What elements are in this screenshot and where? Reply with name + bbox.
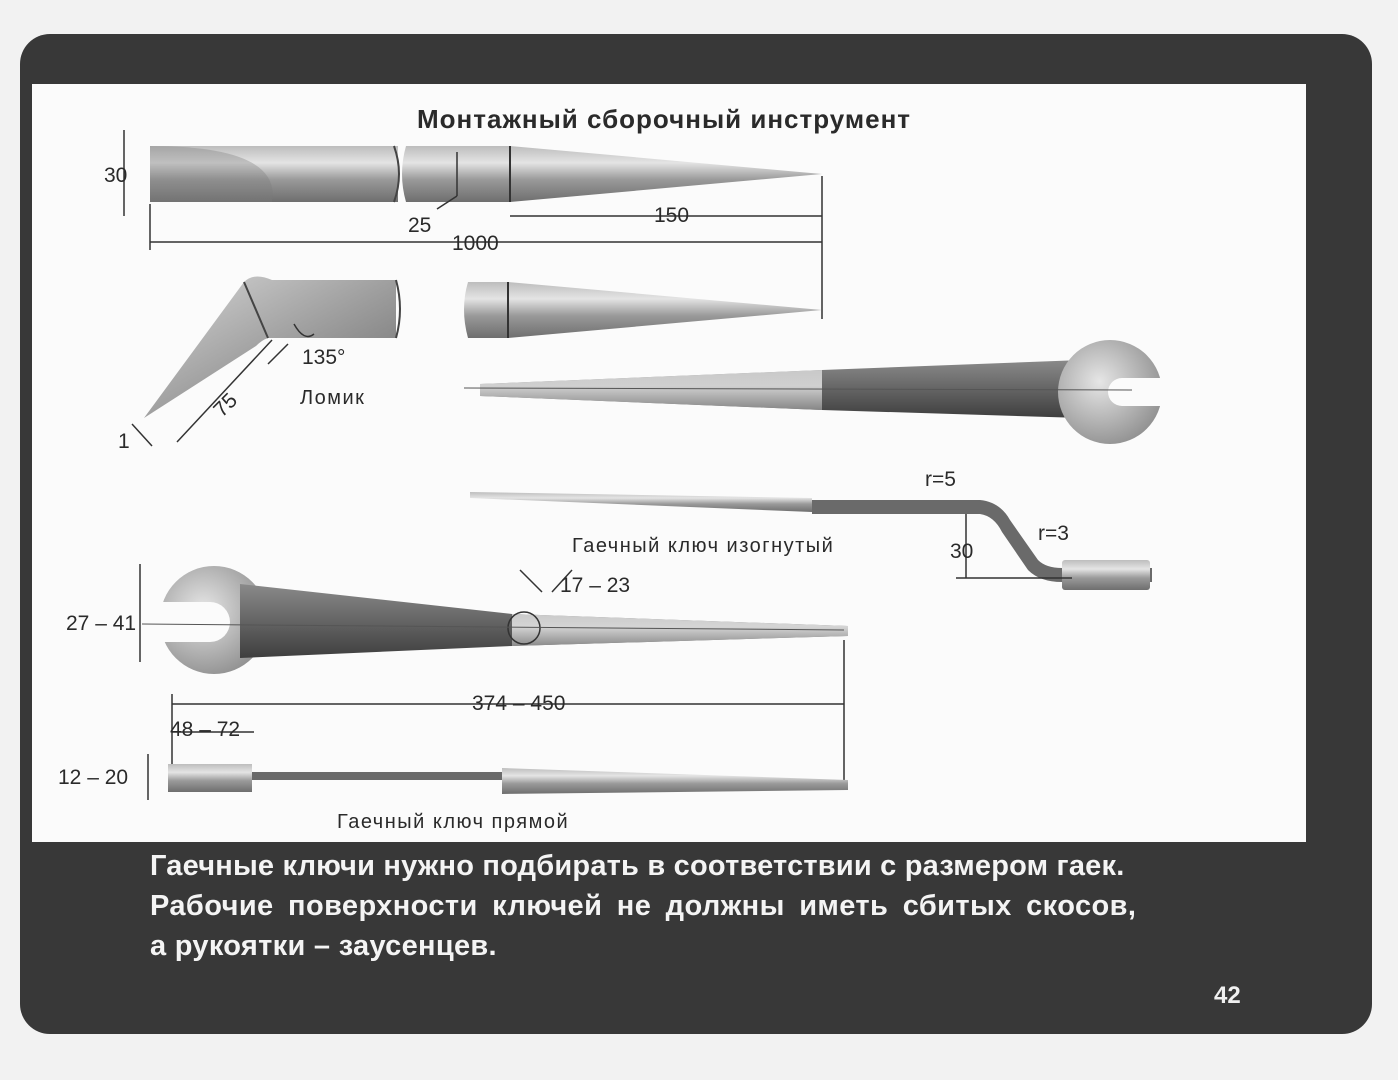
caption [150, 846, 1210, 966]
crowbar-straight [150, 146, 822, 202]
bent-wrench-offset-dim: 30 [950, 540, 974, 563]
bent-wrench-r1-dim: r=5 [925, 468, 956, 491]
straight-wrench-length-dim: 374 – 450 [472, 692, 566, 715]
slide-number: 42 [1214, 982, 1241, 1009]
crowbar-total-length-dim: 1000 [452, 232, 499, 255]
crowbar-tip-width-dim: 1 [118, 430, 130, 453]
diagram-panel [32, 84, 1306, 842]
straight-wrench-thickness-dim: 12 – 20 [58, 766, 129, 789]
straight-wrench-label: Гаечный ключ прямой [337, 811, 570, 833]
straight-wrench-jaw-dim: 27 – 41 [66, 612, 137, 635]
caption-line-2: Рабочие поверхности ключей не должны иметь сбитых скосов, [150, 890, 1137, 922]
straight-wrench-side [168, 764, 848, 794]
crowbar-bend-length-dim: 75 [209, 388, 243, 422]
tool-drawing [32, 84, 1306, 842]
crowbar-tip-length-dim: 150 [654, 204, 690, 227]
caption-line-3: а рукоятки – заусенцев. [150, 930, 497, 962]
straight-wrench-head-length-dim: 48 – 72 [170, 718, 241, 741]
straight-wrench [142, 566, 848, 674]
crowbar-label: Ломик [300, 387, 366, 409]
open-wrench-top [464, 340, 1167, 444]
crowbar-diameter-dim: 30 [104, 164, 128, 187]
caption-line-1: Гаечные ключи нужно подбирать в соответствии с размером гаек. [150, 850, 1125, 882]
diagram-title: Монтажный сборочный инструмент [417, 104, 912, 134]
crowbar-inner-diameter-dim: 25 [408, 214, 432, 237]
crowbar-angle-dim: 135° [302, 346, 346, 369]
bent-wrench-r2-dim: r=3 [1038, 522, 1069, 545]
straight-wrench-neck-dim: 17 – 23 [560, 574, 631, 597]
bent-wrench-label: Гаечный ключ изогнутый [572, 535, 835, 557]
